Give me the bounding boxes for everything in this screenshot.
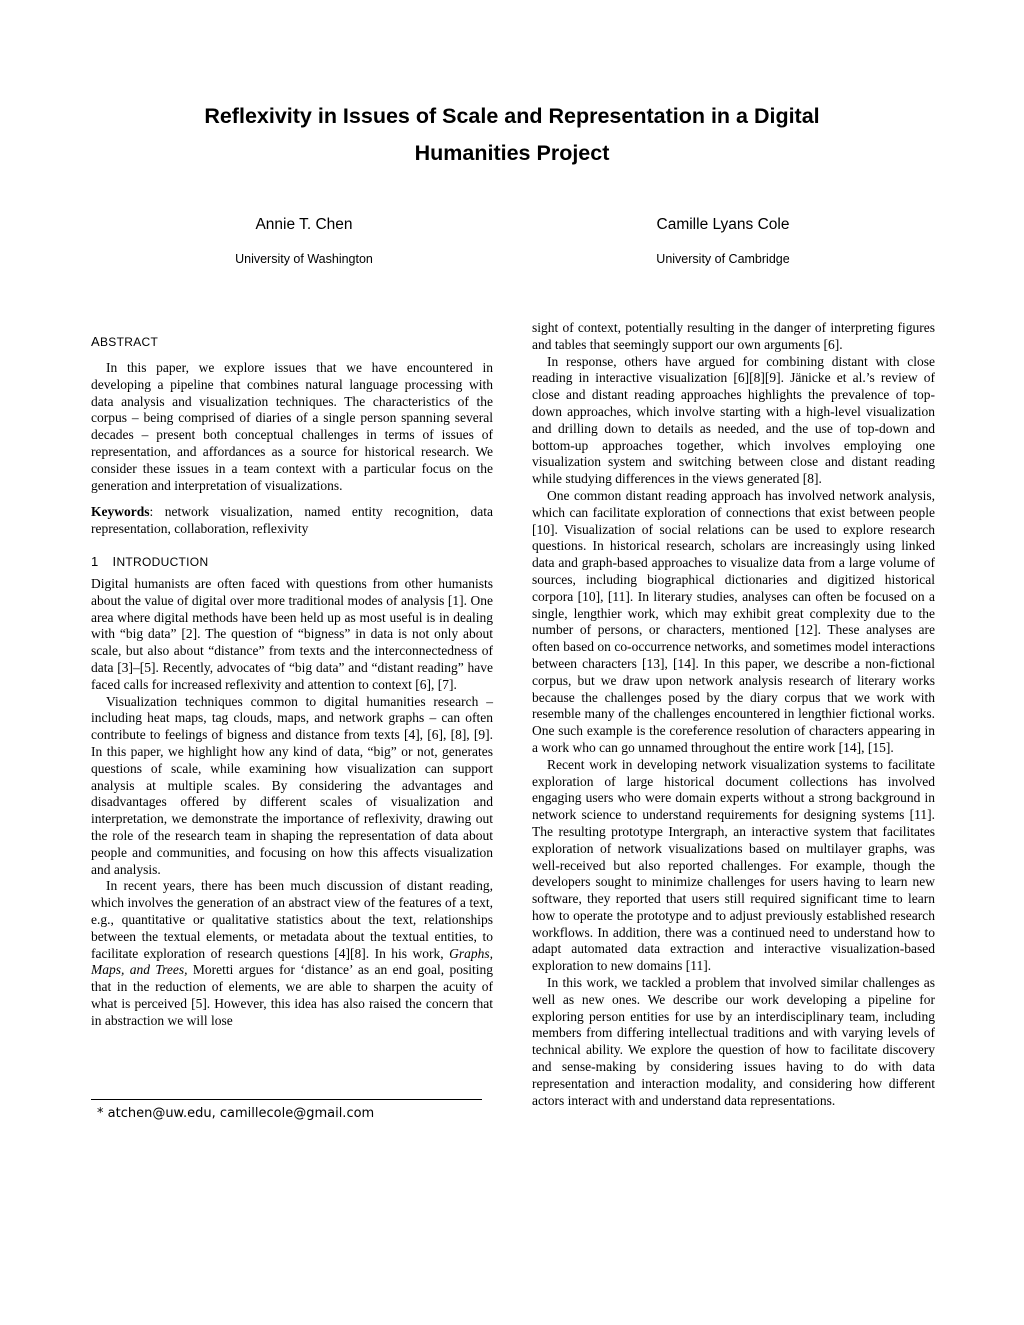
author-affiliation: University of Cambridge (656, 252, 790, 266)
intro-paragraph-6: Recent work in developing network visualization systems to facilitate exploration of large historical document collections has involved engaging users who were domain experts without a strong background in network science to understand requirements for designing systems [11]. The resulting prototype Intergraph, an interactive system that facilitates exploration of network visualizations based on multilayer graphs, was well-received but also reported challenges. For example, though the developers sought to minimize challenges for users having to learn new software, they reported that users still required significant time to learn how to operate the prototype and to adjust previously established research workflows. In addition, there was a continued need to understand how to adapt automated data extraction and interactive visualization-based exploration to new domains [11]. (532, 756, 935, 974)
footnote-rule (91, 1099, 482, 1100)
right-column (532, 320, 935, 1109)
author-block-1 (174, 215, 434, 267)
left-column (91, 334, 493, 1029)
section-number: 1 (91, 553, 99, 569)
keywords-label: Keywords (91, 504, 150, 520)
author-affiliation: University of Washington (235, 252, 373, 266)
intro-paragraph-3: In recent years, there has been much discussion of distant reading, which involves the generation of an abstract view of the features of a text, e.g., quantitative or qualitative statistics about the text, relationships between the textual elements, or metadata about the textual entities, to facilitate exploration of research questions [4][8]. In his work, Graphs, Maps, and Trees, Moretti argues for ‘distance’ as an end goal, positing that in the reduction of elements, we are able to sharpen the acuity of what is perceived [5]. However, this idea has also raised the concern that in abstraction we will lose (91, 878, 493, 1028)
keywords-text: : network visualization, named entity recognition, data representation, collaboration, reflexivity (91, 504, 493, 537)
intro-paragraph-1: Digital humanists are often faced with questions from other humanists about the value of digital over more traditional modes of analysis [1]. One area where digital methods have been held up as most useful is in dealing with “big data” [2]. The question of “bigness” in data is not only about scale, but also about “distance” from texts and the interconnectedness of data [3]–[5]. Recently, advocates of “big data” and “distant reading” have faced calls for increased reflexivity and attention to context [6], [7]. (91, 575, 493, 692)
footnote: * atchen@uw.edu, camillecole@gmail.com (97, 1106, 375, 1121)
abstract-heading: ABSTRACT (91, 334, 159, 349)
introduction-heading: 1 INTRODUCTION (91, 553, 209, 569)
intro-paragraph-7: In this work, we tackled a problem that involved similar challenges as well as new ones. We describe our work developing a pipeline for exploring person entities for use by an interdisciplinary team, including members from differing intellectual traditions and with varying levels of technical ability. We explore the question of how to facilitate discovery and sense-making by considering issues having to do with data representation and interaction modality, and considering how different actors interact with and understand data representations. (532, 975, 935, 1108)
abstract-text: In this paper, we explore issues that we have encountered in developing a pipeline that combines natural language processing with data analysis and visualization techniques. The characteristics of the corpus – being comprised of diaries of a single person spanning several decades – present both conceptual challenges in terms of issues of representation, and affordances as a source for historical research. We consider these issues in a team context with a particular focus on the generation and interpretation of visualizations. (91, 360, 493, 493)
author-name: Annie T. Chen (255, 216, 353, 233)
intro-paragraph-4: In response, others have argued for combining distant with close reading in interactive visualization [6][8][9]. Jänicke et al.’s review of close and distant reading approaches highlights the prevalence of top-down approaches, which involve starting with a high-level visualization and drilling down to details as needed, and the use of top-down and bottom-up approaches together, which involves employing one visualization system and switching between close and distant reading while studying differences in the views generated [8]. (532, 353, 935, 487)
intro-paragraph-2: Visualization techniques common to digital humanities research – including heat maps, tag clouds, maps, and network graphs – can often contribute to feelings of bigness and distance from texts [4], [6], [8], [9]. In this paper, we highlight how any kind of data, “big” or not, generates questions of scale, while examining how visualization can support analysis at multiple scales. By considering the advantages and disadvantages offered by different scales of visualization and interpretation, we demonstrate the importance of reflexivity, drawing out the role of the research team in shaping the representation of data about people and communities, and focusing on how this affects visualization and analysis. (91, 693, 493, 877)
author-name: Camille Lyans Cole (656, 216, 790, 233)
book-title: Graphs, Maps, and Trees, (91, 945, 493, 978)
intro-paragraph-5: One common distant reading approach has involved network analysis, which can facilitate exploration of connections that exist between people [10]. Visualization of social relations can be used to explore research questions. In historical research, scholars are increasingly using linked data and graph-based approaches to visualize data from a large volume of sources, including biographical dictionaries and digitized historical corpora [10], [11]. In literary studies, analyses can often be focused on a single, lengthier work, which may exhibit great complexity due to the number of persons, or characters, mentioned [12]. These analyses are often based on co-occurrence networks, and sometimes model interactions between characters [13], [14]. In this paper, we describe a non-fictional corpus, but we draw upon network analysis research of literary works because the challenges posed by the diary corpus that we work with resemble many of the challenges encountered in lengthier fictional works. One such example is the coreference resolution of characters appearing in a work who can go unnamed throughout the entire work [14], [15]. (532, 487, 935, 755)
paper-title-line2: Humanities Project (414, 141, 610, 165)
paper-title-line1: Reflexivity in Issues of Scale and Representation in a Digital (204, 104, 820, 128)
author-block-2 (593, 215, 853, 267)
intro-paragraph-3-continued: sight of context, potentially resulting in the danger of interpreting figures and tables that seemingly support our own arguments [6]. (532, 320, 935, 352)
keywords (91, 504, 493, 538)
paper-title (120, 98, 904, 172)
